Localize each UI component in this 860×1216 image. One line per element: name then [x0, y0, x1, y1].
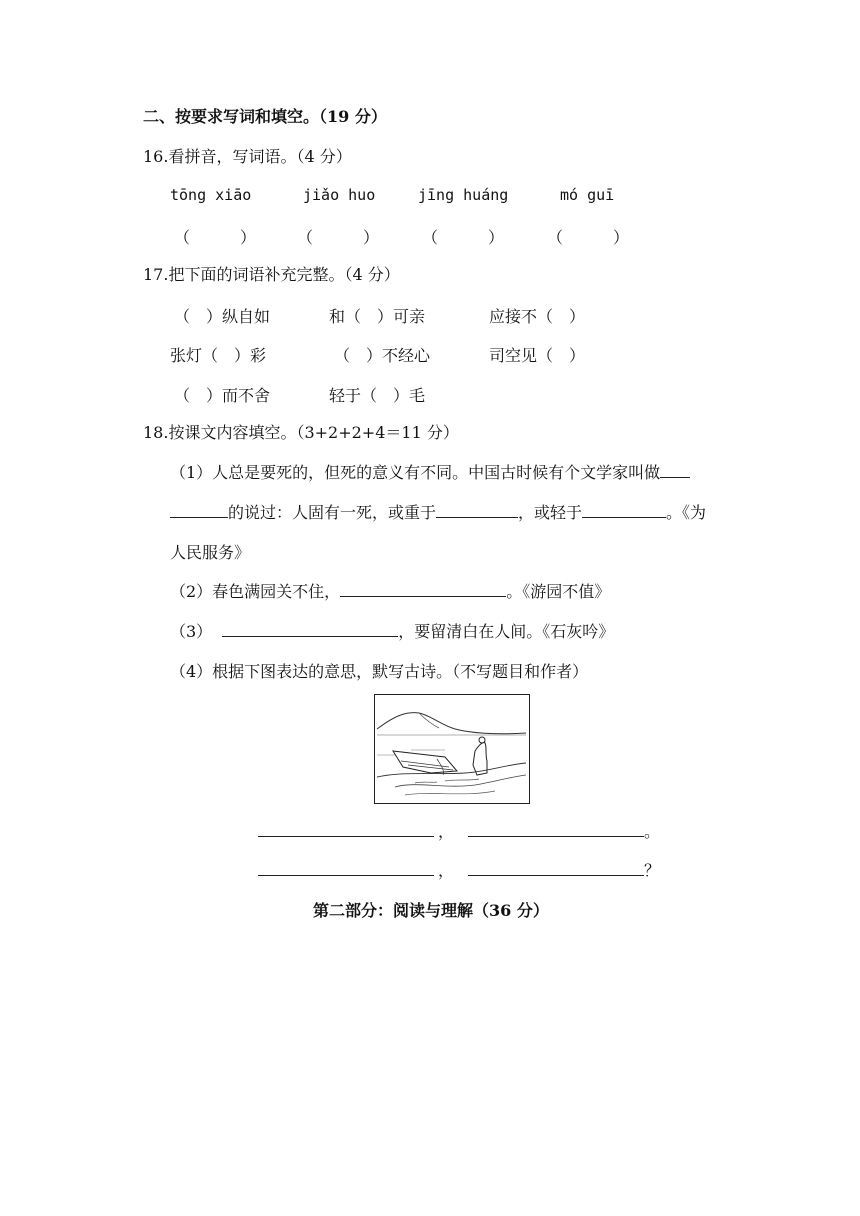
answer-box-close: ） — [488, 228, 505, 247]
answer-blank — [468, 861, 644, 876]
question-mark: ？ — [644, 861, 661, 880]
comma: ， — [438, 861, 455, 880]
answer-blank — [258, 822, 434, 837]
answer-box-open: （ — [297, 228, 314, 247]
answer-box-close: ） — [240, 228, 257, 247]
idiom-item: 和（ ）可亲 — [329, 307, 426, 326]
poem-line-2 — [258, 861, 660, 881]
answer-blank — [436, 503, 518, 518]
q18-item-1-line2 — [170, 503, 706, 523]
comma: ， — [438, 822, 455, 841]
answer-blank — [340, 582, 506, 597]
q18-item-1-text: 的说过：人固有一死，或重于 — [228, 503, 437, 522]
pinyin-item: tōng xiāo — [170, 186, 252, 204]
answer-blank — [468, 822, 644, 837]
answer-blank — [258, 861, 434, 876]
q18-item-1-text: ，或轻于 — [518, 503, 583, 522]
idiom-item: （ ）不经心 — [334, 346, 431, 365]
answer-box-open: （ — [422, 228, 439, 247]
answer-blank — [582, 503, 666, 518]
pinyin-item: jiǎo huo — [303, 186, 376, 204]
q18-item-1-line1 — [170, 463, 690, 483]
q17-title: 17.把下面的词语补充完整。（4 分） — [143, 265, 400, 284]
q18-item-1-text: （1）人总是要死的，但死的意义有不同。中国古时候有个文学家叫做 — [170, 463, 661, 482]
answer-box-close: ） — [613, 228, 630, 247]
part2-heading: 第二部分：阅读与理解（36 分） — [313, 901, 549, 920]
answer-box-open: （ — [174, 228, 191, 247]
idiom-item: 轻于（ ）毛 — [329, 386, 426, 405]
q18-item-3 — [170, 622, 614, 642]
idiom-item: （ ）而不舍 — [174, 386, 271, 405]
q18-item-3-text: （3） — [170, 622, 213, 641]
idiom-item: （ ）纵自如 — [174, 307, 271, 326]
answer-blank — [660, 463, 690, 478]
idiom-item: 司空见（ ） — [489, 346, 586, 365]
q18-item-1-text: 。《为 — [666, 503, 707, 522]
pinyin-item: mó guī — [560, 186, 615, 204]
answer-blank — [170, 503, 228, 518]
answer-box-open: （ — [547, 228, 564, 247]
period: 。 — [644, 822, 661, 841]
poem-line-1 — [258, 822, 660, 842]
pinyin-item: jīng huáng — [418, 186, 509, 204]
q18-item-2-text: （2）春色满园关不住， — [170, 582, 341, 601]
idiom-item: 应接不（ ） — [489, 307, 586, 326]
q18-item-2-text: 。《游园不值》 — [506, 582, 611, 601]
poem-illustration — [374, 694, 530, 804]
boat-scholar-image — [375, 695, 528, 802]
answer-blank — [222, 622, 398, 637]
section2-heading: 二、按要求写词和填空。（19 分） — [143, 107, 387, 126]
q18-item-3-text: ，要留清白在人间。《石灰吟》 — [398, 622, 615, 641]
q16-title: 16.看拼音，写词语。（4 分） — [143, 147, 352, 166]
q18-item-4: （4）根据下图表达的意思，默写古诗。（不写题目和作者） — [170, 662, 589, 681]
idiom-item: 张灯（ ）彩 — [170, 346, 267, 365]
answer-box-close: ） — [363, 228, 380, 247]
q18-item-2 — [170, 582, 610, 602]
q18-item-1-line3: 人民服务》 — [170, 543, 251, 562]
q18-title: 18.按课文内容填空。（3+2+2+4＝11 分） — [143, 423, 459, 442]
